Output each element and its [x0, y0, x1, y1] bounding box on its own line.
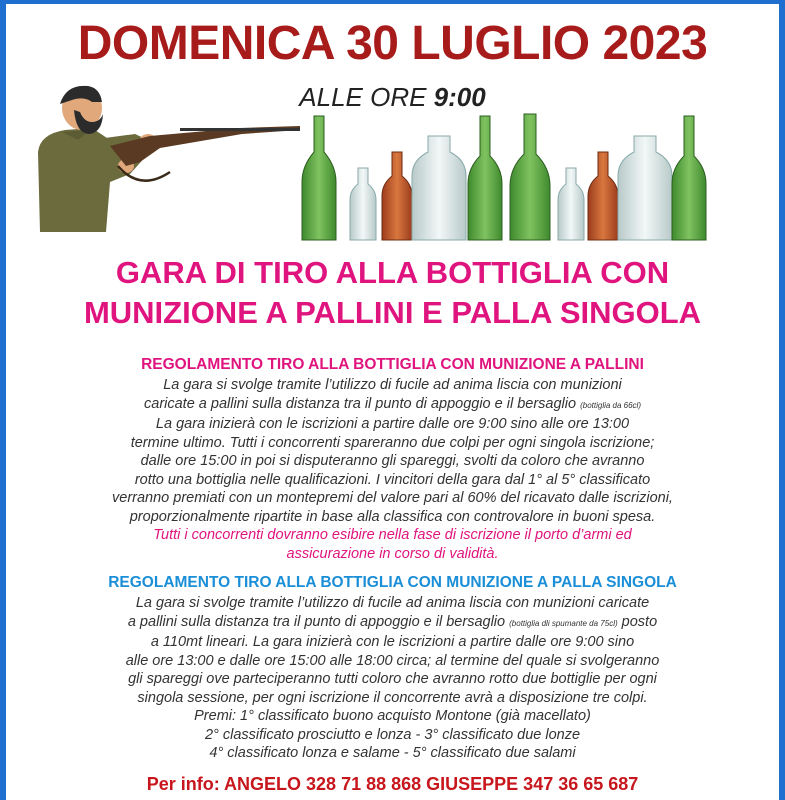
- event-date-title: DOMENICA 30 LUGLIO 2023: [77, 17, 708, 70]
- bottles-illustration: [300, 112, 720, 244]
- frame-top: [0, 0, 785, 4]
- prize-line: Premi: 1° classificato buono acquisto Montone (già macellato): [194, 708, 591, 724]
- rules-pallini-line: La gara inizierà con le iscrizioni a partire dalle ore 9:00 sino alle ore 13:00: [155, 416, 630, 432]
- rules-palla-line: La gara si svolge tramite l’utilizzo di fucile ad anima liscia con munizioni caricate: [135, 595, 650, 611]
- time-prefix: ALLE ORE: [299, 82, 434, 112]
- rules-palla-line: a 110mt lineari. La gara inizierà con le iscrizioni a partire dalle ore 9:00 sino: [150, 634, 635, 650]
- rules-pallini-line: proporzionalmente ripartite in base alla classifica con controvalore in buoni spesa.: [129, 508, 656, 525]
- license-note: Tutti i concorrenti dovranno esibire nella fase di iscrizione il porto d’armi ed: [153, 527, 632, 543]
- headline-line-2: MUNIZIONE A PALLINI E PALLA SINGOLA: [83, 295, 702, 330]
- rules-pallini-line: termine ultimo. Tutti i concorrenti spareranno due colpi per ogni singola iscrizione;: [130, 434, 655, 451]
- prize-line: 4° classificato lonza e salame - 5° classificato due salami: [209, 745, 576, 761]
- rules-pallini-text: [0, 376, 785, 563]
- rules-palla-singola-text: [0, 594, 785, 763]
- rules-palla-line: gli spareggi ove parteciperanno tutti coloro che avranno rotto due bottiglie per ogni: [128, 671, 657, 687]
- rules-pallini-title: REGOLAMENTO TIRO ALLA BOTTIGLIA CON MUNIZIONE A PALLINI: [141, 356, 644, 373]
- bottle-size-note: (bottiglia da 66cl): [580, 400, 641, 410]
- rules-palla-line: singola sessione, per ogni iscrizione il concorrente avrà a disposizione tre colpi.: [137, 689, 648, 706]
- rules-palla-line-text: a pallini sulla distanza tra il punto di appoggio e il bersaglio: [127, 613, 510, 630]
- rules-palla-line: alle ore 13:00 e dalle ore 15:00 alle 18:00 circa; al termine del quale si svolgeranno: [125, 652, 660, 669]
- prize-line: 2° classificato prosciutto e lonza - 3° classificato due lonze: [204, 726, 581, 743]
- license-note: assicurazione in corso di validità.: [286, 545, 499, 562]
- event-headline: [0, 253, 785, 333]
- rules-pallini-line: La gara si svolge tramite l’utilizzo di fucile ad anima liscia con munizioni: [163, 377, 622, 393]
- rules-palla-singola-title: REGOLAMENTO TIRO ALLA BOTTIGLIA CON MUNIZIONE A PALLA SINGOLA: [108, 574, 677, 591]
- shooter-illustration: [30, 82, 300, 232]
- headline-line-1: GARA DI TIRO ALLA BOTTIGLIA CON: [115, 255, 670, 290]
- rules-pallini-line: rotto una bottiglia nelle qualificazioni. I vincitori della gara dal 1° al 5° classificato: [134, 471, 651, 488]
- time-value: 9:00: [433, 82, 486, 112]
- rules-pallini-line-text: caricate a pallini sulla distanza tra il punto di appoggio e il bersaglio: [144, 395, 581, 412]
- rules-palla-line: [0, 613, 785, 634]
- rules-pallini-line: verranno premiati con un montepremi del valore pari al 60% del ricavato dalle iscrizioni,: [112, 490, 673, 506]
- rules-pallini-line: [0, 395, 785, 416]
- rules-pallini-line: dalle ore 15:00 in poi si disputeranno gli spareggi, svolti da coloro che avranno: [140, 453, 645, 469]
- bottle-size-note: (bottiglia dli spumante da 75cl): [509, 618, 618, 628]
- contact-info: Per info: ANGELO 328 71 88 868 GIUSEPPE 347 36 65 687: [146, 774, 639, 794]
- rules-palla-line-end: posto: [617, 613, 658, 630]
